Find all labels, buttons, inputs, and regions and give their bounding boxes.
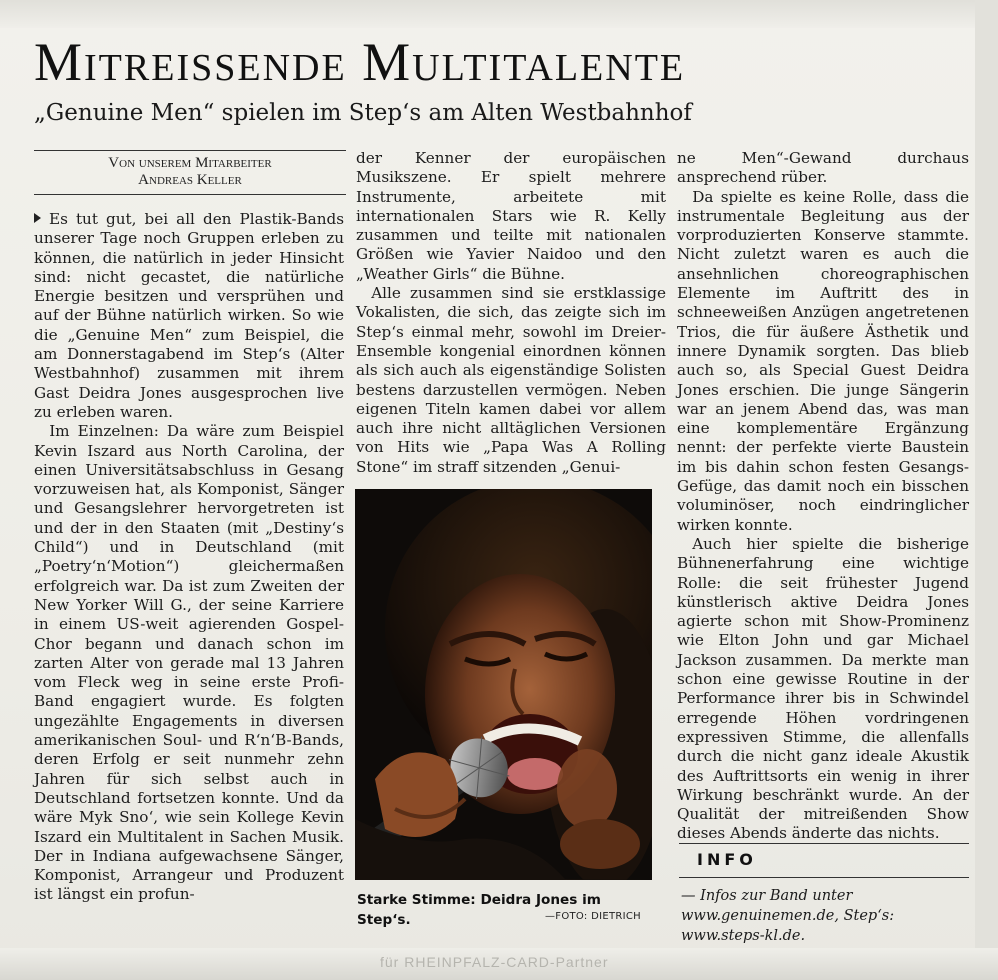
article-headline: Mitreissende Multitalente bbox=[34, 32, 686, 92]
byline bbox=[34, 155, 346, 189]
paragraph bbox=[34, 210, 344, 422]
paragraph: Alle zusammen sind sie erstklassige Vokalisten, die sich, das zeigte sich im Step‘s einmal mehr, sowohl im Dreier-Ensemble kongenial einordnen können als sich auch als eigenständige Solisten bestens darzustellen vermögen. Neben eigenen Titeln kamen dabei vor allem auch ihre nicht alltäglichen Versionen von Hits wie „Papa Was A Rolling Stone“ im straff sitzenden „Genui- bbox=[356, 284, 666, 476]
info-rule-bottom bbox=[679, 877, 969, 878]
article-column-2 bbox=[356, 149, 666, 477]
info-rule-top bbox=[679, 843, 969, 844]
byline-role: Von unserem Mitarbeiter bbox=[108, 155, 272, 171]
singer-photo-illustration bbox=[355, 489, 652, 880]
article-subheadline: „Genuine Men“ spielen im Step‘s am Alten Westbahnhof bbox=[34, 100, 692, 126]
article-column-3 bbox=[677, 149, 969, 844]
paragraph-text: Es tut gut, bei all den Plastik-Bands unserer Tage noch Gruppen erleben zu können, die natürlich in jeder Hinsicht sind: nicht gecastet, die natürliche Energie besitzen und versprühen und auf der Bühne natürlich wirken. So wie die „Genuine Men“ zum Beispiel, die am Donnerstagabend im Step‘s (Alter Westbahnhof) zusammen mit ihrem Gast Deidra Jones ausgesprochen live zu erleben waren. bbox=[34, 210, 344, 421]
photo-caption: Starke Stimme: Deidra Jones im Step‘s. bbox=[357, 892, 601, 928]
byline-rule-top bbox=[34, 150, 346, 151]
adjacent-article-bleed bbox=[0, 0, 998, 28]
paragraph: Auch hier spielte die bisherige Bühnenerfahrung eine wichtige Rolle: die seit frühester Jugend künstlerisch aktive Deidra Jones agierte schon mit Show-Prominenz wie Elton John und gar Michael Jackson zusammen. Da merkte man schon eine gewisse Routine in der Performance ihrer bis in Schwindel erregende Höhen vordringenen expressiven Stimme, die allenfalls durch die nicht ganz ideale Akustik des Auftrittsorts ein wenig in ihrer Wirkung beschränkt wurde. An der Qualität der mitreißenden Show dieses Abends änderte das nichts. bbox=[677, 534, 969, 843]
page-edge bbox=[975, 0, 998, 980]
article-column-1 bbox=[34, 210, 344, 905]
footer-bleed-text: für RHEINPFALZ-CARD-Partner bbox=[380, 954, 609, 970]
info-heading: INFO bbox=[697, 850, 757, 869]
paragraph: Da spielte es keine Rolle, dass die instrumentale Begleitung aus der vorproduzierten Konserve stammte. Nicht zuletzt waren es auch die ansehnlichen choreographischen Elemente im Auftritt des in schneeweißen Anzügen angetretenen Trios, die für äußere Ästhetik und innere Dynamik sorgten. Das blieb auch so, als Special Guest Deidra Jones erschien. Die junge Sängerin war an jenem Abend das, was man eine komplementäre Ergänzung nennt: der perfekte vierte Baustein im bis dahin schon festen Gesangs-Gefüge, das damit noch ein bisschen voluminöser, noch eindringlicher wirken konnte. bbox=[677, 187, 969, 534]
paragraph: Im Einzelnen: Da wäre zum Beispiel Kevin Iszard aus North Carolina, der einen Universitätsabschluss in Gesang vorzuweisen hat, als Komponist, Sänger und Gesangslehrer hervorgetreten ist und der in den Staaten (mit „Destiny‘s Child“) und in Deutschland (mit „Poetry‘n‘Motion“) gleichermaßen erfolgreich war. Da ist zum Zweiten der New Yorker Will G., der seine Karriere in einem US-weit agierenden Gospel-Chor begann und danach schon im zarten Alter von gerade mal 13 Jahren vom Fleck weg in seine erste Profi-Band engagiert wurde. Es folgten ungezählte Engagements in diversen amerikanischen Soul- und R‘n‘B-Bands, deren Erfolg er seit nunmehr zehn Jahren für sich selbst auch in Deutschland fortsetzen konnte. Und da wäre Myk Sno‘, wie sein Kollege Kevin Iszard ein Multitalent in Sachen Musik. Der in Indiana aufgewachsene Sänger, Komponist, Arrangeur und Produzent ist längst ein profun- bbox=[34, 422, 344, 904]
paragraph-marker-icon bbox=[34, 213, 41, 223]
paragraph: ne Men“-Gewand durchaus ansprechend rüber. bbox=[677, 149, 969, 187]
paragraph: der Kenner der europäischen Musikszene. Er spielt mehrere Instrumente, arbeitete mit internationalen Stars wie R. Kelly zusammen und teilte mit nationalen Größen wie Yavier Naidoo und den „Weather Girls“ die Bühne. bbox=[356, 149, 666, 283]
byline-rule-bottom bbox=[34, 194, 346, 195]
byline-author: Andreas Keller bbox=[138, 172, 242, 188]
article-photo bbox=[355, 489, 652, 880]
photo-credit: —FOTO: DIETRICH bbox=[545, 911, 641, 922]
info-text: — Infos zur Band unter www.genuinemen.de, Step‘s: www.steps-kl.de. bbox=[681, 888, 895, 944]
